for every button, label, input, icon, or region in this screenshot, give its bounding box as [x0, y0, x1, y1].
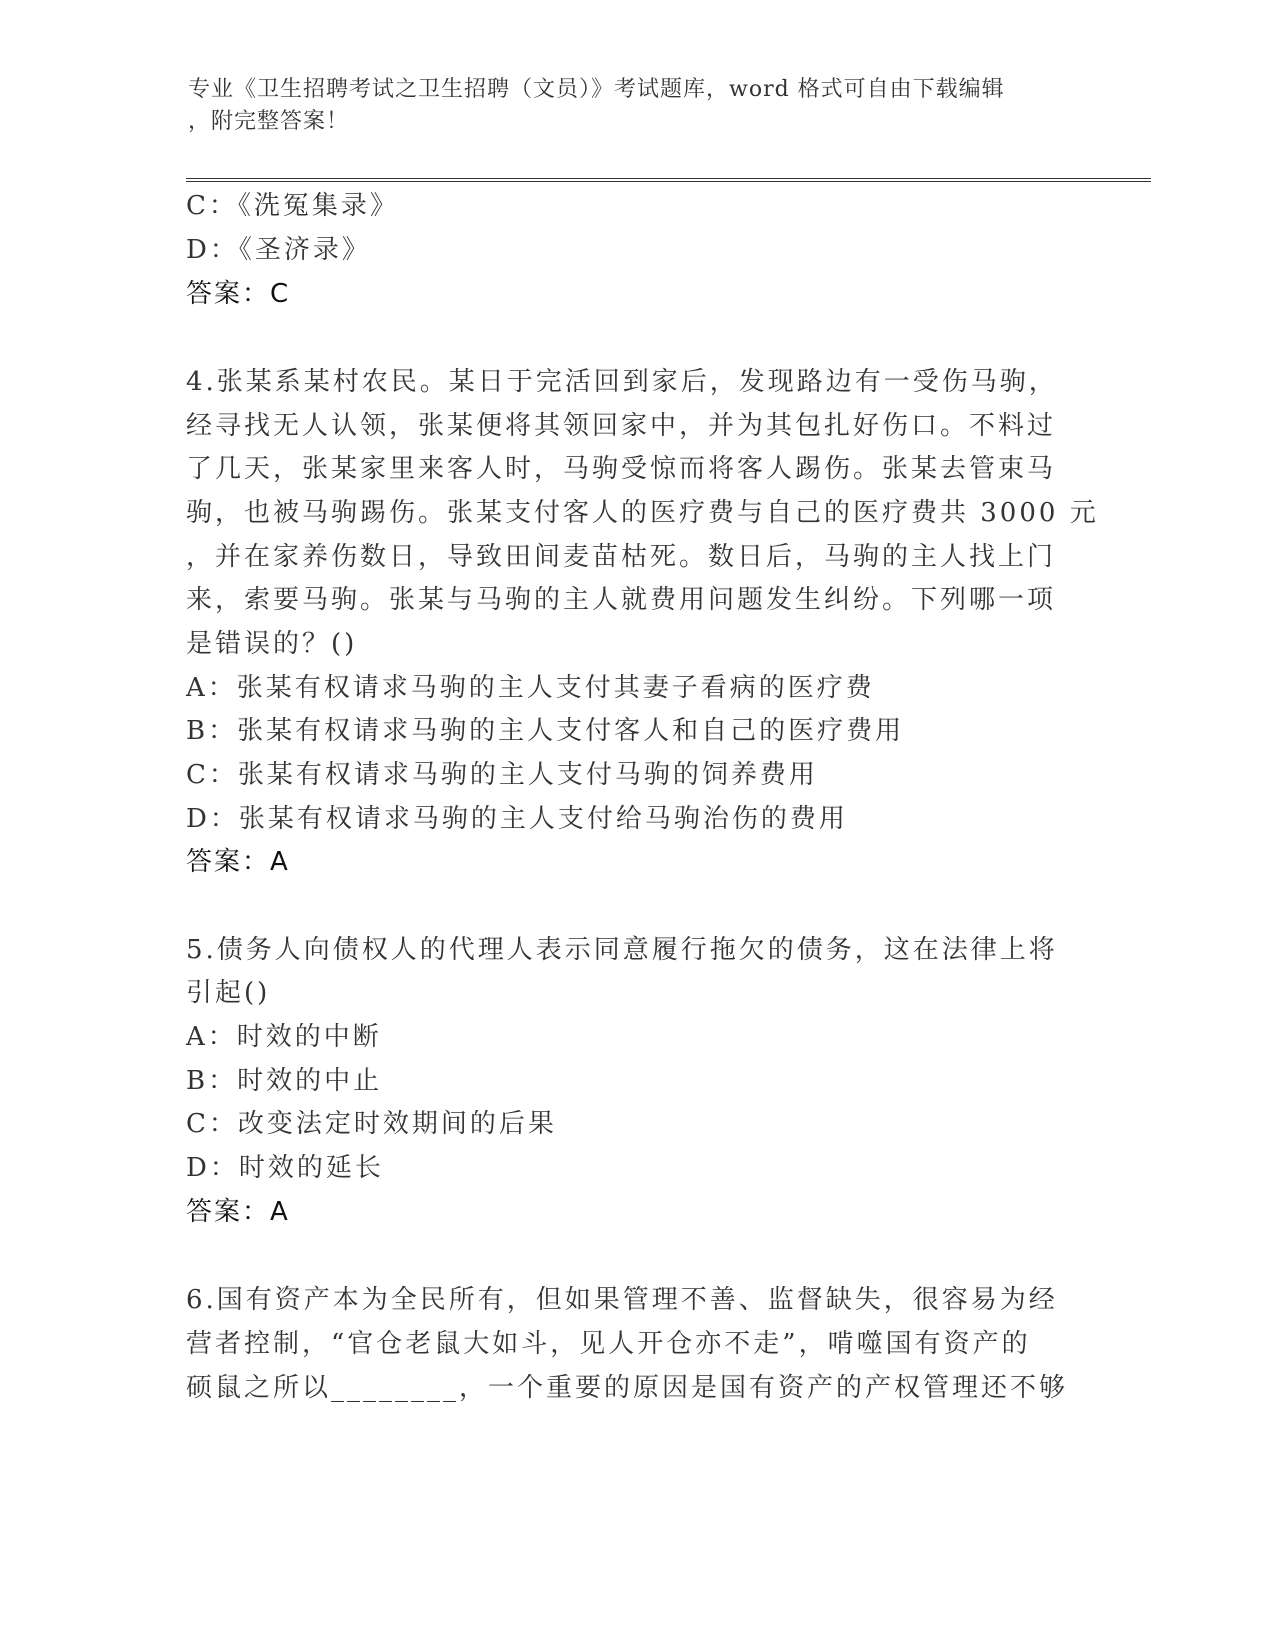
q3-answer: 答案：C — [186, 279, 291, 309]
q6-stem-line: 硕鼠之所以________，一个重要的原因是国有资产的产权管理还不够 — [186, 1373, 1069, 1403]
q4-stem-line: 了几天，张某家里来客人时，马驹受惊而将客人踢伤。张某去管束马 — [186, 454, 1057, 484]
q5-option-d: D：时效的延长 — [186, 1153, 384, 1183]
q4-stem-line: 驹，也被马驹踢伤。张某支付客人的医疗费与自己的医疗费共 3000 元 — [186, 498, 1099, 528]
q4-answer: 答案：A — [186, 847, 290, 877]
q4-stem-line: 经寻找无人认领，张某便将其领回家中，并为其包扎好伤口。不料过 — [186, 411, 1057, 441]
header-line-2: ，附完整答案！ — [188, 109, 350, 134]
q6-stem-line: 营者控制，“官仓老鼠大如斗，见人开仓亦不走”，啃噬国有资产的 — [186, 1329, 1031, 1359]
q5-option-c: C：改变法定时效期间的后果 — [186, 1109, 557, 1139]
q3-option-d: D：《圣济录》 — [186, 235, 371, 265]
q3-option-c: C：《洗冤集录》 — [186, 191, 399, 221]
q4-stem-line: 来，索要马驹。张某与马驹的主人就费用问题发生纠纷。下列哪一项 — [186, 585, 1057, 615]
q5-option-b: B：时效的中止 — [186, 1066, 383, 1096]
q5-stem-line: 引起() — [186, 978, 271, 1008]
q4-option-b: B：张某有权请求马驹的主人支付客人和自己的医疗费用 — [186, 716, 905, 746]
q4-option-d: D：张某有权请求马驹的主人支付给马驹治伤的费用 — [186, 804, 848, 834]
q5-option-a: A：时效的中断 — [186, 1022, 382, 1052]
q6-stem-line: 6.国有资产本为全民所有，但如果管理不善、监督缺失，很容易为经 — [186, 1285, 1058, 1315]
q4-stem-line: 4.张某系某村农民。某日于完活回到家后，发现路边有一受伤马驹， — [186, 367, 1058, 397]
q5-answer: 答案：A — [186, 1197, 290, 1227]
q4-stem-line: 是错误的？() — [186, 629, 358, 659]
q4-option-c: C：张某有权请求马驹的主人支付马驹的饲养费用 — [186, 760, 818, 790]
header-divider — [186, 178, 1151, 182]
q4-option-a: A：张某有权请求马驹的主人支付其妻子看病的医疗费 — [186, 673, 875, 703]
header-line-1: 专业《卫生招聘考试之卫生招聘（文员）》考试题库，word 格式可自由下载编辑 — [188, 77, 1005, 102]
q4-stem-line: ，并在家养伤数日，导致田间麦苗枯死。数日后，马驹的主人找上门 — [186, 542, 1057, 572]
q5-stem-line: 5.债务人向债权人的代理人表示同意履行拖欠的债务，这在法律上将 — [186, 935, 1058, 965]
document-header — [188, 74, 1068, 138]
